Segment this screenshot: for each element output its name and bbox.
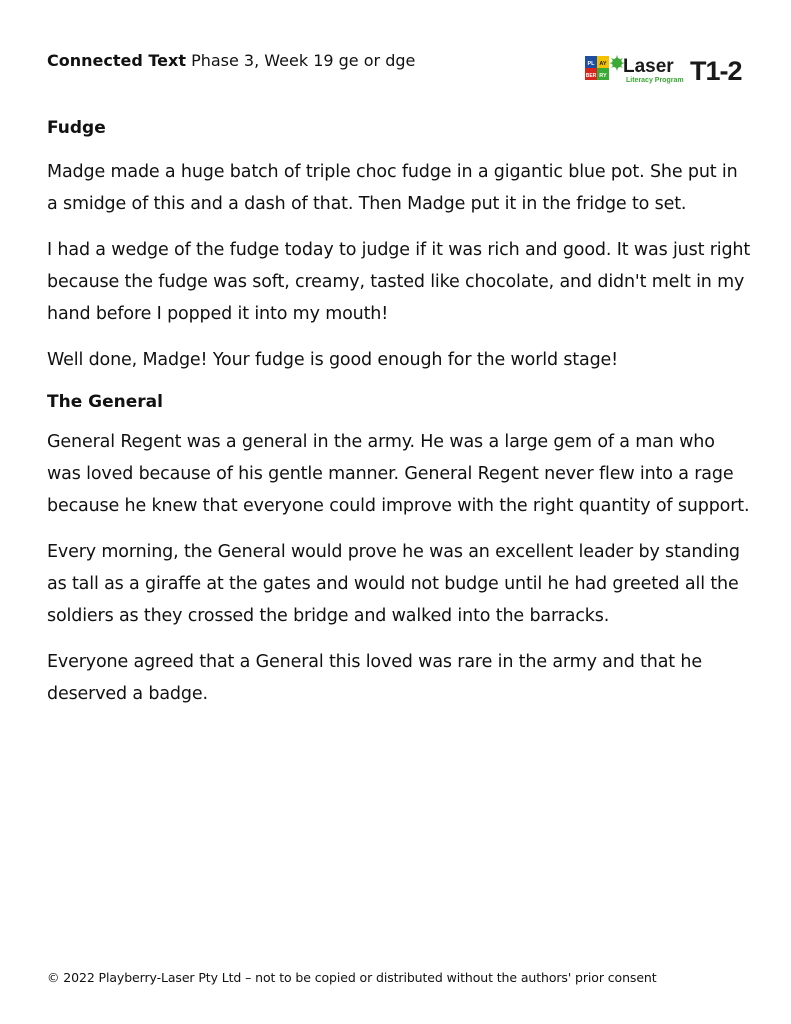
copyright-footer: © 2022 Playberry-Laser Pty Ltd – not to be copied or distributed without the authors' prior consent [47,970,657,985]
header-label-rest: Phase 3, Week 19 ge or dge [185,51,416,70]
logo-brand-text: Laser [623,56,674,77]
logo-level-text: T1-2 [690,56,742,86]
logo-tile-text-2: AY [599,61,607,67]
fudge-paragraph-3: Well done, Madge! Your fudge is good enough for the world stage! [47,350,619,370]
section-title-general: The General [47,392,163,412]
logo-sub-text: Literacy Program [626,77,684,84]
general-paragraph-3: Everyone agreed that a General this loved was rare in the army and that he deserved a badge. [47,652,702,704]
logo-graphic [585,52,745,86]
worksheet-header [47,50,415,72]
header-label-bold: Connected Text [47,51,186,70]
fudge-paragraph-1: Madge made a huge batch of triple choc fudge in a gigantic blue pot. She put in a smidge of this and a dash of that. Then Madge put it in the fridge to set. [47,162,738,214]
general-paragraph-2: Every morning, the General would prove he was an excellent leader by standing as tall as a giraffe at the gates and would not budge until he had greeted all the soldiers as they crossed the bridge and walked into the barracks. [47,542,740,626]
logo-tile-text-3: BER [585,73,597,79]
general-paragraph-1: General Regent was a general in the army. He was a large gem of a man who was loved because of his gentle manner. General Regent never flew into a rage because he knew that everyone could improve with the right quantity of support. [47,432,750,516]
fudge-paragraph-2: I had a wedge of the fudge today to judge if it was rich and good. It was just right because the fudge was soft, creamy, tasted like chocolate, and didn't melt in my hand before I popped it into my mouth! [47,240,751,324]
reading-content [47,116,752,724]
logo-tile-text-1: PL [587,61,595,67]
laser-logo [585,52,745,86]
section-title-fudge: Fudge [47,118,106,138]
logo-tile-text-4: RY [599,73,607,79]
